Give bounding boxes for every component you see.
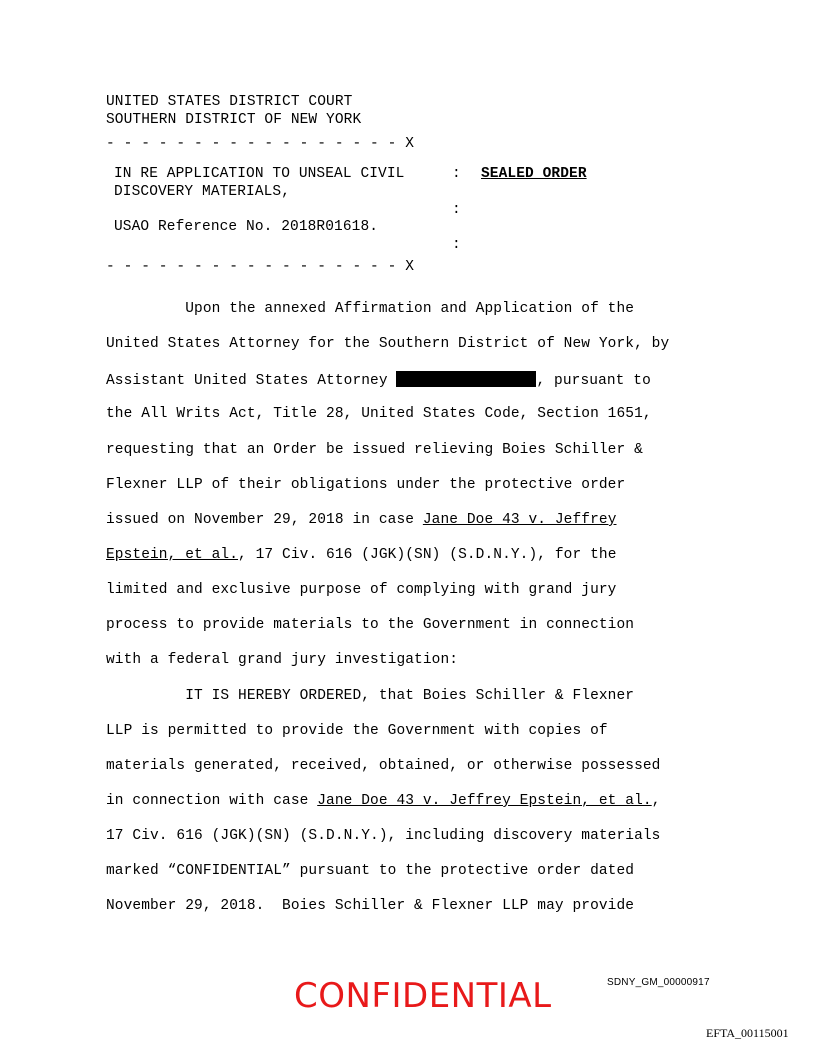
redaction-bar <box>396 371 536 387</box>
body-line: marked “CONFIDENTIAL” pursuant to the protective order dated <box>106 863 635 879</box>
body-text: in connection with case <box>106 793 318 809</box>
body-line <box>106 371 651 389</box>
efta-number: EFTA_00115001 <box>706 1026 789 1040</box>
bates-number: SDNY_GM_00000917 <box>607 977 710 988</box>
caption-dash-top: - - - - - - - - - - - - - - - - - X <box>106 136 415 152</box>
body-text: , pursuant to <box>536 373 651 389</box>
body-line: IT IS HEREBY ORDERED, that Boies Schiller & Flexner <box>106 688 635 704</box>
body-line: Flexner LLP of their obligations under the protective order <box>106 477 626 493</box>
body-line <box>106 512 617 528</box>
body-line: with a federal grand jury investigation: <box>106 652 459 668</box>
body-line: the All Writs Act, Title 28, United States Code, Section 1651, <box>106 406 652 422</box>
case-name: Jane Doe 43 v. Jeffrey Epstein, et al. <box>317 793 652 809</box>
body-text: , 17 Civ. 616 (JGK)(SN) (S.D.N.Y.), for the <box>238 547 617 563</box>
body-line <box>106 547 617 563</box>
body-line: LLP is permitted to provide the Government with copies of <box>106 723 608 739</box>
caption-reference-number: USAO Reference No. 2018R01618. <box>114 219 379 235</box>
caption-colon: : <box>452 202 461 218</box>
body-text: issued on November 29, 2018 in case <box>106 512 423 528</box>
caption-matter-line2: DISCOVERY MATERIALS, <box>114 184 291 200</box>
body-line: Upon the annexed Affirmation and Application of the <box>106 301 635 317</box>
document-title: SEALED ORDER <box>481 166 587 182</box>
court-name-line1: UNITED STATES DISTRICT COURT <box>106 94 353 110</box>
body-line: 17 Civ. 616 (JGK)(SN) (S.D.N.Y.), including discovery materials <box>106 828 661 844</box>
body-line: materials generated, received, obtained, or otherwise possessed <box>106 758 661 774</box>
caption-colon: : <box>452 237 461 253</box>
case-name: Epstein, et al. <box>106 547 239 563</box>
body-text: , <box>651 793 661 809</box>
case-name: Jane Doe 43 v. Jeffrey <box>422 512 617 528</box>
body-line: November 29, 2018. Boies Schiller & Flexner LLP may provide <box>106 898 635 914</box>
body-line: process to provide materials to the Government in connection <box>106 617 635 633</box>
body-text: Assistant United States Attorney <box>106 373 397 389</box>
body-line: United States Attorney for the Southern District of New York, by <box>106 336 670 352</box>
caption-colon: : <box>452 166 461 182</box>
body-line: limited and exclusive purpose of complying with grand jury <box>106 582 617 598</box>
caption-dash-bottom: - - - - - - - - - - - - - - - - - X <box>106 259 415 275</box>
caption-matter-line1: IN RE APPLICATION TO UNSEAL CIVIL <box>114 166 405 182</box>
body-line: requesting that an Order be issued relieving Boies Schiller & <box>106 442 643 458</box>
confidential-stamp: CONFIDENTIAL <box>294 976 552 1016</box>
court-name-line2: SOUTHERN DISTRICT OF NEW YORK <box>106 112 362 128</box>
body-line <box>106 793 661 809</box>
